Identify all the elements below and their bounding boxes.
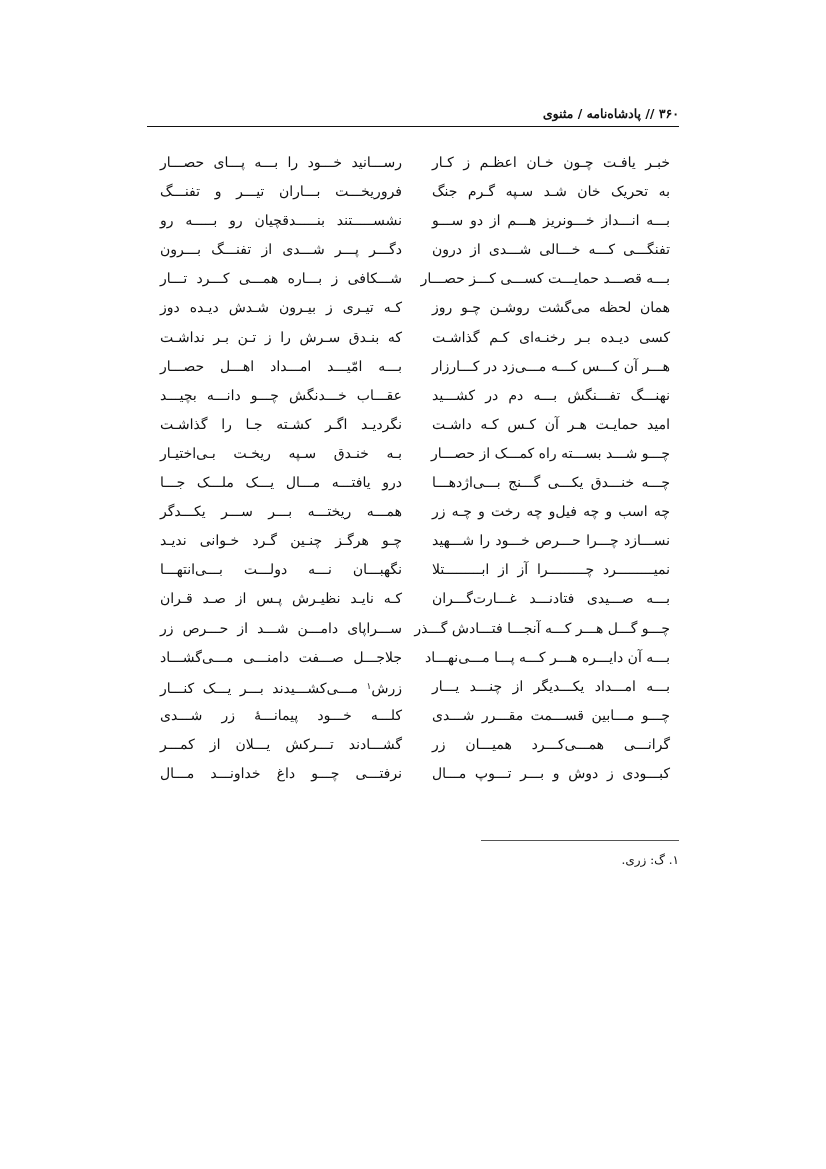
verse-line: عقـــاب خـــدنگش چـــو دانـــه بچیـــد xyxy=(160,387,402,404)
verse-line: به تحریک خان شـد سـپه گـرم جنگ xyxy=(432,184,670,201)
verse-line: همـــه ریختـــه بـــر ســـر یکـــدگر xyxy=(160,504,402,521)
verse-line: نمیـــــــــرد چـــــــــرا آز از ابـــــــــتلا xyxy=(432,562,670,579)
verse-line: جلاجـــل صـــفت دامنـــی مـــی‌گشـــاد xyxy=(160,649,402,666)
verse-line: کـه نایـد نظیـرش پـس از صـد قـران xyxy=(160,591,402,608)
verse-line: بـــه امـــداد یکـــدیگر از چنـــد یـــار xyxy=(432,678,670,695)
verse-line: نشســـــتند بنـــــدقچیان رو بـــــه رو xyxy=(160,213,402,230)
verse-line: نگردیـد اگـر کشـته جـا را گذاشـت xyxy=(160,416,402,433)
verse-line: بـــه قصـــد حمایـــت کســـی کـــز حصـــار xyxy=(420,271,670,288)
verse-line: هـــر آن کـــس کـــه مـــی‌زد در کـــارزار xyxy=(432,358,670,375)
verse-line: رســـانید خـــود را بـــه پـــای حصـــار xyxy=(160,155,402,171)
running-head xyxy=(543,106,679,121)
poem-left-column xyxy=(160,149,402,789)
verse-rest: مـــی‌کشـــیدند بـــر یـــک کنـــار xyxy=(160,680,367,697)
header-separator: // xyxy=(645,106,655,121)
verse-line: نگهبـــان نـــه دولـــت بـــی‌انتهـــا xyxy=(160,562,402,579)
verse-line: کـه تیـری ز بیـرون شـدش دیـده دوز xyxy=(160,300,402,317)
verse-line: تفنگـــی کـــه خـــالی شـــدی از درون xyxy=(432,242,670,259)
verse-line: فروریخـــت بـــاران تیـــر و تفنـــگ xyxy=(160,184,402,201)
verse-line: بـه خنـدق سـپه ریخـت بـی‌اختیـار xyxy=(160,445,402,462)
page-number: ۳۶۰ xyxy=(658,106,679,121)
verse-line: کبـــودی ز دوش و بـــر تـــوپ مـــال xyxy=(432,765,670,782)
footnote-rule xyxy=(481,840,679,841)
verse-line: خبـر یافـت چـون خـان اعظـم ز کـار xyxy=(432,155,670,171)
verse-line: ســـراپای دامـــن شـــد از حـــرص زر xyxy=(160,620,402,637)
verse-line: بـــه صـــیدی فتادنـــد غـــارت‌گـــران xyxy=(432,591,670,608)
verse-line: نســـازد چـــرا حـــرص خـــود را شـــهید xyxy=(432,533,670,550)
footnote: ۱. گ: زری. xyxy=(621,853,679,867)
verse-line: بـــه امّیـــد امـــداد اهـــل حصـــار xyxy=(160,358,402,375)
verse-line: بـــه انـــداز خـــونریز هـــم از دو ســـو xyxy=(432,213,670,230)
verse-line: بـــه آن دایـــره هـــر کـــه پـــا مـــی‌نهـــاد xyxy=(425,649,670,666)
verse-line-with-footnote xyxy=(160,673,402,702)
verse-line: گرانـــی همـــی‌کـــرد همیـــان زر xyxy=(432,736,670,753)
verse-line: کلـــه خـــود پیمانـــهٔ زر شـــدی xyxy=(160,707,402,724)
page-header xyxy=(147,104,679,126)
verse-line: امید حمایـت هـر آن کـس کـه داشـت xyxy=(432,416,670,433)
header-rule xyxy=(147,126,679,127)
verse-line: چـــو گـــل هـــر کـــه آنجـــا فتـــادش گـــذر xyxy=(414,620,670,637)
verse-word: زرش xyxy=(371,680,402,697)
verse-line: دگـــر پـــر شـــدی از تفنـــگ بـــرون xyxy=(160,242,402,259)
poem-right-column xyxy=(414,149,670,789)
verse-line: که بنـدق سـرش را ز تـن بـر نداشـت xyxy=(160,329,402,346)
verse-line: چـو هرگـز چنـین گـرد خـوانی ندیـد xyxy=(160,533,402,550)
verse-line: نرفتـــی چـــو داغ خداونـــد مـــال xyxy=(160,765,402,782)
verse-line: گشـــادند تـــرکش یـــلان از کمـــر xyxy=(160,736,402,753)
verse-line: چـــه خنـــدق یکـــی گـــنج بـــی‌اژدهـــا xyxy=(432,475,670,492)
footnote-marker: ۱ xyxy=(366,681,372,692)
verse-line: چـــو شـــد بســـته راه کمـــک از حصـــار xyxy=(430,445,670,462)
verse-line: چه اسب و چه فیل‌و چه رخت و چـه زر xyxy=(432,504,670,521)
verse-line: درو یافتـــه مـــال یـــک ملـــک جـــا xyxy=(160,475,402,492)
verse-line: کسی دیـده بـر رخنـه‌ای کـم گذاشـت xyxy=(432,329,670,346)
verse-line: نهنـــگ تفـــنگش بـــه دم در کشـــید xyxy=(432,387,670,404)
verse-line: شـــکافی ز بـــاره همـــی کـــرد تـــار xyxy=(160,271,402,288)
verse-line: همان لحظه می‌گشت روشـن چـو روز xyxy=(432,300,670,317)
verse-line: چـــو مـــابین قســـمت مقـــرر شـــدی xyxy=(432,707,670,724)
book-title: پادشاه‌نامه / مثنوی xyxy=(542,106,641,121)
